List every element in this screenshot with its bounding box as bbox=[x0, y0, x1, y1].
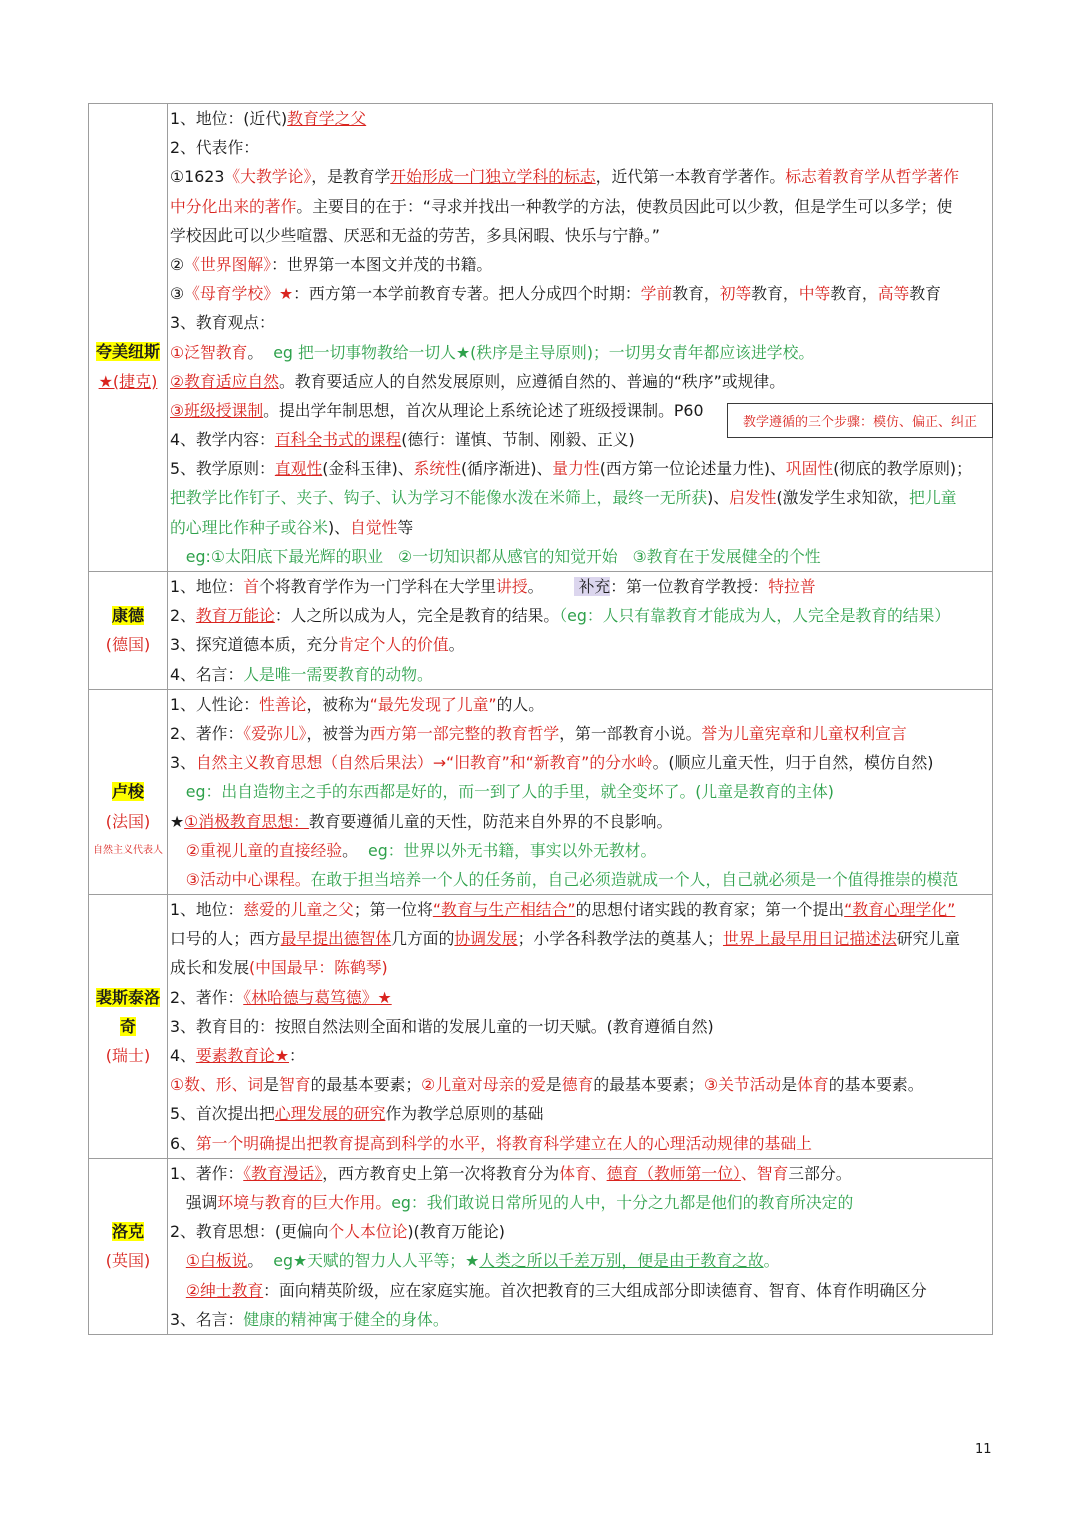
example-note: 。 bbox=[763, 1251, 780, 1271]
key-term: (中国最早：陈鹤琴) bbox=[249, 958, 388, 978]
key-term: 特拉普 bbox=[768, 577, 816, 596]
content-line bbox=[170, 279, 992, 308]
table-row bbox=[89, 689, 992, 894]
educator-cell bbox=[89, 572, 168, 689]
text-run: 4、教学内容： bbox=[170, 430, 275, 450]
key-term: 最早提出德智体 bbox=[280, 929, 392, 949]
content-line bbox=[170, 338, 992, 367]
educator-content bbox=[168, 895, 992, 1158]
text-run: 教育， bbox=[830, 284, 878, 304]
key-term: 系统性 bbox=[413, 459, 461, 479]
text-run: 。教育要适应人的自然发展原则，应遵循自然的、普遍的“秩序”或规律。 bbox=[278, 371, 786, 391]
key-term: 《教育漫话》 bbox=[243, 1163, 323, 1183]
key-term: ②重视儿童的直接经验 bbox=[170, 840, 343, 860]
content-line bbox=[170, 221, 992, 250]
content-line bbox=[170, 1012, 992, 1041]
key-term: 性善论 bbox=[259, 694, 307, 714]
content-line bbox=[170, 1041, 992, 1070]
text-run: 3、教育目的：按照自然法则全面和谐的发展儿童的一切天赋。(教育遵循自然) bbox=[170, 1016, 714, 1036]
content-line bbox=[170, 660, 992, 689]
text-run: 是 bbox=[781, 1075, 798, 1095]
text-run: (西方第一位论述量力性)、 bbox=[599, 459, 786, 479]
educator-name-line bbox=[91, 983, 165, 1041]
text-run: 。 bbox=[448, 635, 465, 655]
key-term: 德育 bbox=[561, 1075, 594, 1095]
key-term: 讲授 bbox=[496, 577, 528, 596]
text-run: 2、著作： bbox=[170, 987, 244, 1007]
example-note: 把儿童 bbox=[909, 488, 957, 508]
example-note: eg★天赋的智力人人平等；★ bbox=[273, 1251, 480, 1271]
educator-name: 裴斯泰洛奇 bbox=[95, 987, 160, 1036]
key-term: 首 bbox=[243, 577, 260, 596]
educator-cell bbox=[89, 1159, 168, 1334]
text-run: 学校因此可以少些喧嚣、厌恶和无益的劳苦，多具闲暇、快乐与宁静。” bbox=[170, 225, 660, 245]
content-line bbox=[170, 983, 992, 1012]
text-run: (彻底的教学原则)； bbox=[833, 459, 972, 479]
key-term: 体育、 bbox=[559, 1163, 607, 1183]
key-term: 体育 bbox=[797, 1075, 829, 1095]
content-line bbox=[170, 1246, 992, 1275]
key-term: 标志着教育学从哲学著作 bbox=[785, 167, 959, 187]
content-line bbox=[170, 1188, 992, 1217]
text-run: 教育要遵循儿童的天性，防范来自外界的不良影响。 bbox=[308, 811, 673, 831]
content-line bbox=[170, 748, 992, 777]
key-term: 《爱弥儿》 bbox=[243, 723, 307, 743]
text-run: ，第一部教育小说。 bbox=[559, 723, 702, 743]
content-line bbox=[170, 836, 992, 865]
content-line bbox=[170, 690, 992, 719]
educator-country: (法国) bbox=[105, 811, 151, 831]
text-run: ：人之所以成为人，完全是教育的结果。 bbox=[274, 606, 560, 626]
text-run: )(教育万能论) bbox=[407, 1222, 505, 1242]
example-note: 的心理比作种子或谷米 bbox=[170, 517, 328, 537]
educator-country: ★(捷克) bbox=[98, 371, 158, 391]
key-term: 要素教育论★ bbox=[195, 1046, 290, 1065]
text-run: 。 bbox=[247, 1251, 274, 1271]
text-run: 成长和发展 bbox=[170, 958, 249, 978]
key-term: 教育学之父 bbox=[287, 109, 367, 128]
key-term: ③活动中心课程。 bbox=[170, 869, 311, 889]
content-line bbox=[170, 601, 992, 630]
text-run: 研究儿童 bbox=[896, 929, 960, 949]
example-note: 健康的精神寓于健全的身体。 bbox=[243, 1309, 449, 1329]
educator-country: (瑞士) bbox=[105, 1046, 151, 1065]
content-line bbox=[170, 1276, 992, 1305]
key-term: 初等 bbox=[719, 284, 752, 304]
text-run: 3、教育观点： bbox=[170, 313, 275, 333]
text-run: ①1623 bbox=[170, 167, 225, 187]
educator-name: 夸美纽斯 bbox=[95, 342, 160, 362]
educator-content bbox=[168, 1159, 992, 1334]
text-run: 1、地位： bbox=[170, 900, 244, 920]
content-line bbox=[170, 719, 992, 748]
text-run: 教育， bbox=[672, 284, 720, 304]
key-term: 教育万能论 bbox=[195, 606, 275, 626]
text-run bbox=[170, 1251, 186, 1270]
text-run: 2、著作： bbox=[170, 723, 244, 743]
content-line bbox=[170, 924, 992, 953]
text-run: 2、教育思想：(更偏向 bbox=[170, 1222, 329, 1242]
text-run: 。 bbox=[342, 840, 368, 860]
text-run: (金科玉律)、 bbox=[322, 459, 414, 479]
example-note: eg:①太阳底下最光辉的职业 ②一切知识都从感官的知觉开始 ③教育在于发展健全的个性 bbox=[170, 546, 821, 566]
example-note: 把教学比作钉子、夹子、钩子、认为学习不能像水泼在米筛上，最终一无所获 bbox=[170, 488, 708, 508]
text-run: 的人。 bbox=[496, 694, 545, 714]
educator-name: 康德 bbox=[111, 606, 144, 626]
text-run: 2、代表作： bbox=[170, 138, 260, 158]
key-term: 协调发展 bbox=[454, 929, 518, 949]
educator-content bbox=[168, 690, 992, 894]
educator-content bbox=[168, 104, 992, 571]
content-line bbox=[170, 483, 992, 512]
text-run: 1、著作： bbox=[170, 1163, 244, 1183]
key-term: 誉为儿童宪章和儿童权利宣言 bbox=[701, 723, 907, 743]
key-term: ①白板说 bbox=[185, 1251, 248, 1271]
educator-cell bbox=[89, 104, 168, 571]
text-run: ，被誉为 bbox=[306, 723, 370, 743]
key-term: 肯定个人的价值 bbox=[338, 635, 449, 655]
text-run: ② bbox=[170, 254, 185, 274]
text-run: (德行：谨慎、节制、刚毅、正义) bbox=[401, 430, 635, 450]
text-run: 。(顺应儿童天性，归于自然，模仿自然) bbox=[652, 753, 934, 773]
key-term: 智育 bbox=[278, 1075, 311, 1095]
key-term: ①泛智教育 bbox=[170, 342, 248, 362]
text-run: ，是教育学 bbox=[311, 167, 391, 187]
example-note: eg：我们敢说日常所见的人中，十分之九都是他们的教育所决定的 bbox=[391, 1192, 854, 1212]
key-term: 巩固性 bbox=[785, 459, 834, 479]
educator-name-line bbox=[91, 601, 165, 630]
text-run: 。提出学年制思想，首次从理论上系统论述了班级授课制。P60 bbox=[263, 400, 704, 420]
text-run: 教育 bbox=[909, 284, 941, 304]
content-line bbox=[170, 308, 992, 337]
text-run: 的思想付诸实践的教育家；第一个提出 bbox=[575, 900, 845, 920]
text-run: )、 bbox=[327, 517, 350, 537]
content-line bbox=[170, 953, 992, 982]
key-term: 《母育学校》★ bbox=[184, 284, 294, 304]
content-line bbox=[170, 162, 992, 191]
text-run: )、 bbox=[707, 488, 730, 508]
key-term: 个人本位论 bbox=[328, 1222, 408, 1242]
text-run: 等 bbox=[397, 517, 414, 537]
educator-name-line bbox=[91, 777, 165, 806]
key-term: 、智育 bbox=[740, 1163, 789, 1183]
content-line bbox=[170, 1305, 992, 1334]
table-row bbox=[89, 1158, 992, 1334]
key-term: 世界上最早用日记描述法 bbox=[722, 929, 897, 949]
text-run: ：西方第一本学前教育专著。把人分成四个时期： bbox=[293, 284, 641, 304]
text-run: 是 bbox=[545, 1075, 562, 1095]
text-run: 3、 bbox=[170, 753, 196, 773]
key-term: 慈爱的儿童之父 bbox=[243, 900, 354, 920]
content-line bbox=[170, 572, 992, 601]
key-term: “教育与生产相结合” bbox=[432, 900, 576, 920]
key-term: ②教育适应自然 bbox=[170, 371, 279, 391]
content-line bbox=[170, 807, 992, 836]
educator-name: 卢梭 bbox=[111, 782, 144, 802]
text-run: 个将教育学作为一门学科在大学里 bbox=[259, 577, 497, 596]
text-run: 的最基本要素； bbox=[310, 1075, 422, 1095]
educator-content bbox=[168, 572, 992, 689]
educator-label bbox=[89, 983, 167, 1071]
text-run: 教育， bbox=[751, 284, 799, 304]
text-run: ，西方教育史上第一次将教育分为 bbox=[322, 1163, 560, 1183]
key-term: 环境与教育的巨大作用。 bbox=[217, 1192, 392, 1212]
key-term: 《林哈德与葛笃德》★ bbox=[243, 987, 392, 1007]
text-run: 。主要目的在于：“寻求并找出一种教学的方法，使教员因此可以少教，但是学生可以多学；使 bbox=[296, 196, 953, 216]
key-term: 直观性 bbox=[274, 459, 323, 479]
text-run: ；小学各科教学法的奠基人； bbox=[517, 929, 723, 949]
content-line bbox=[170, 865, 992, 894]
text-run: (激发学生求知欲， bbox=[776, 488, 910, 508]
key-term: 心理发展的研究 bbox=[274, 1104, 386, 1124]
key-term: 高等 bbox=[877, 284, 910, 304]
table-row bbox=[89, 894, 992, 1158]
table-row bbox=[89, 571, 992, 689]
content-line bbox=[170, 454, 992, 483]
text-run bbox=[170, 1281, 186, 1300]
text-run: ：第一位教育学教授： bbox=[610, 577, 769, 596]
key-term: 《世界图解》 bbox=[184, 254, 272, 274]
text-run: 强调 bbox=[170, 1192, 218, 1212]
key-term: 中等 bbox=[798, 284, 831, 304]
content-line bbox=[170, 777, 992, 806]
text-run: ：面向精英阶级，应在家庭实施。首次把教育的三大组成部分即读德育、智育、体育作明确区分 bbox=[263, 1280, 927, 1300]
educator-label bbox=[89, 1217, 167, 1275]
text-run: ③ bbox=[170, 284, 185, 304]
content-line bbox=[170, 1099, 992, 1128]
example-note: eg 把一切事物教给一切人★(秩序是主导原则)；一切男女青年都应该进学校。 bbox=[273, 342, 815, 362]
content-line bbox=[170, 1159, 992, 1188]
example-note: eg：世界以外无书籍，事实以外无教材。 bbox=[367, 840, 657, 860]
key-term: ③班级授课制 bbox=[170, 400, 264, 420]
educator-label bbox=[89, 601, 167, 659]
text-run: ： bbox=[289, 1046, 305, 1065]
educator-name-line bbox=[91, 1217, 165, 1246]
content-line bbox=[170, 367, 992, 396]
text-run: 是 bbox=[263, 1075, 279, 1095]
key-term: 学前 bbox=[640, 284, 673, 304]
example-note: 人是唯一需要教育的动物。 bbox=[243, 664, 433, 684]
key-term: 启发性 bbox=[729, 488, 777, 508]
text-run: ★ bbox=[170, 811, 185, 831]
text-run: 2、 bbox=[170, 606, 196, 626]
text-run: 4、 bbox=[170, 1046, 196, 1065]
key-term: 德育（教师第一位） bbox=[606, 1163, 741, 1183]
key-term: 中分化出来的著作 bbox=[170, 196, 297, 216]
text-run: 的最基本要素； bbox=[593, 1075, 704, 1095]
supplement-tag: 补充 bbox=[573, 577, 611, 596]
text-run: 几方面的 bbox=[391, 929, 455, 949]
content-line bbox=[170, 630, 992, 659]
key-term: 开始形成一门独立学科的标志 bbox=[390, 167, 596, 187]
key-term: ①消极教育思想： bbox=[184, 811, 309, 831]
educator-name-line bbox=[91, 337, 165, 366]
educator-cell bbox=[89, 895, 168, 1158]
key-term: “教育心理学化” bbox=[844, 900, 956, 920]
text-run: 5、首次提出把 bbox=[170, 1104, 275, 1124]
text-run: 作为教学总原则的基础 bbox=[385, 1104, 544, 1124]
text-run: 口号的人；西方 bbox=[170, 929, 281, 949]
key-term: “最先发现了儿童” bbox=[369, 694, 497, 714]
key-term: ②绅士教育 bbox=[185, 1280, 264, 1300]
educator-country: (英国) bbox=[105, 1251, 151, 1271]
text-run: ，近代第一本教育学著作。 bbox=[595, 167, 786, 187]
educator-note: 自然主义代表人 bbox=[93, 844, 163, 856]
page-number: 11 bbox=[975, 1442, 992, 1457]
content-line bbox=[170, 250, 992, 279]
content-line bbox=[170, 192, 992, 221]
text-run: 5、教学原则： bbox=[170, 459, 275, 479]
content-line bbox=[170, 1129, 992, 1158]
example-note: 人类之所以千差万别，便是由于教育之故 bbox=[479, 1251, 764, 1271]
content-line bbox=[170, 1217, 992, 1246]
text-run: ：世界第一本图文并茂的书籍。 bbox=[271, 254, 493, 274]
content-line bbox=[170, 895, 992, 924]
educator-label bbox=[89, 279, 167, 396]
table-row bbox=[89, 104, 992, 571]
content-line bbox=[170, 133, 992, 162]
educator-label bbox=[89, 719, 167, 865]
key-term: ①数、形、词 bbox=[170, 1075, 264, 1095]
educator-table bbox=[88, 103, 993, 1335]
example-note: （eg：人只有靠教育才能成为人，人完全是教育的结果） bbox=[559, 606, 951, 626]
content-line bbox=[170, 104, 992, 133]
key-term: ③关节活动 bbox=[703, 1075, 782, 1095]
key-term: 《大教学论》 bbox=[224, 167, 312, 187]
example-note: eg：出自造物主之手的东西都是好的，而一到了人的手里，就全变坏了。(儿童是教育的主体) bbox=[170, 782, 834, 802]
text-run: 。 bbox=[527, 577, 574, 596]
key-term: 量力性 bbox=[552, 459, 600, 479]
text-run: 3、名言： bbox=[170, 1309, 244, 1329]
key-term: 百科全书式的课程 bbox=[274, 430, 402, 450]
key-term: ②儿童对母亲的爱 bbox=[421, 1075, 546, 1095]
text-run: 1、地位：(近代) bbox=[170, 109, 288, 128]
content-line bbox=[170, 542, 992, 571]
key-term: 自觉性 bbox=[349, 517, 398, 537]
educator-country: (德国) bbox=[105, 635, 151, 655]
text-run: 3、探究道德本质，充分 bbox=[170, 635, 339, 655]
content-line bbox=[170, 513, 992, 542]
key-term: 自然主义教育思想（自然后果法）→“旧教育”和“新教育”的分水岭 bbox=[195, 753, 653, 773]
text-run: 6、 bbox=[170, 1133, 196, 1153]
text-run: 三部分。 bbox=[788, 1163, 852, 1183]
callout-box: 教学遵循的三个步骤：模仿、偏正、纠正 bbox=[727, 403, 993, 438]
text-run: 的基本要素。 bbox=[828, 1075, 924, 1095]
text-run: (循序渐进)、 bbox=[460, 459, 553, 479]
text-run: 。 bbox=[247, 342, 274, 362]
educator-name: 洛克 bbox=[111, 1222, 144, 1242]
example-note: 在敢于担当培养一个人的任务前，自己必须造就成一个人，自己就必须是一个值得推崇的模范 bbox=[310, 869, 959, 889]
text-run: 1、人性论： bbox=[170, 694, 260, 714]
key-term: 西方第一部完整的教育哲学 bbox=[369, 723, 560, 743]
text-run: 1、地位： bbox=[170, 577, 244, 596]
key-term: 第一个明确提出把教育提高到科学的水平，将教育科学建立在人的心理活动规律的基础上 bbox=[195, 1133, 812, 1153]
text-run: 4、名言： bbox=[170, 664, 244, 684]
text-run: ，被称为 bbox=[306, 694, 370, 714]
content-line bbox=[170, 1070, 992, 1099]
text-run: ；第一位将 bbox=[353, 900, 433, 920]
educator-cell bbox=[89, 690, 168, 894]
